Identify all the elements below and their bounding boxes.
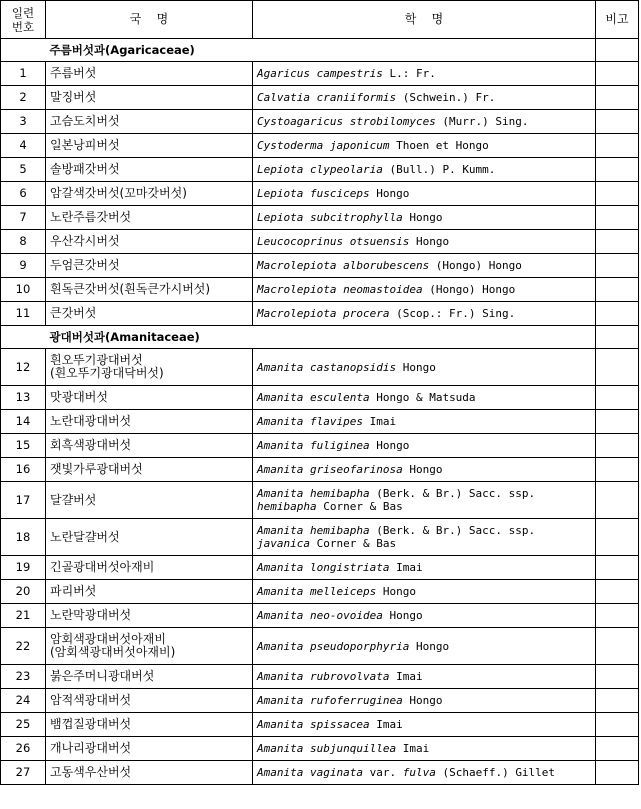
note-cell — [596, 206, 639, 230]
table-row — [1, 434, 639, 458]
korean-name: 솔방패갓버섯 — [46, 158, 253, 182]
serial-number: 24 — [1, 689, 46, 713]
korean-name: 암적색광대버섯 — [46, 689, 253, 713]
note-cell — [596, 434, 639, 458]
note-cell — [596, 628, 639, 665]
scientific-name: Cystoderma japonicum Thoen et Hongo — [253, 134, 596, 158]
scientific-name: Amanita vaginata var. fulva (Schaeff.) Gillet — [253, 761, 596, 785]
korean-name: 암회색광대버섯아재비 (암회색광대버섯아재비) — [46, 628, 253, 665]
serial-number: 20 — [1, 580, 46, 604]
header-row — [1, 1, 639, 39]
serial-number: 22 — [1, 628, 46, 665]
note-cell — [596, 62, 639, 86]
korean-name: 주름버섯 — [46, 62, 253, 86]
korean-name: 암갈색갓버섯(꼬마갓버섯) — [46, 182, 253, 206]
header-note: 비고 — [596, 1, 639, 39]
serial-number: 12 — [1, 349, 46, 386]
note-cell — [596, 182, 639, 206]
table-row — [1, 254, 639, 278]
korean-name: 회흑색광대버섯 — [46, 434, 253, 458]
table-row — [1, 158, 639, 182]
table-row — [1, 230, 639, 254]
serial-number: 13 — [1, 386, 46, 410]
table-row — [1, 713, 639, 737]
note-cell — [596, 158, 639, 182]
korean-name: 잿빛가루광대버섯 — [46, 458, 253, 482]
serial-number: 17 — [1, 482, 46, 519]
serial-number: 9 — [1, 254, 46, 278]
note-cell — [596, 386, 639, 410]
header-korean-name: 국 명 — [46, 1, 253, 39]
korean-name: 노란대광대버섯 — [46, 410, 253, 434]
korean-name: 고슴도치버섯 — [46, 110, 253, 134]
korean-name: 뱀껍질광대버섯 — [46, 713, 253, 737]
scientific-name: Amanita spissacea Imai — [253, 713, 596, 737]
serial-number: 19 — [1, 556, 46, 580]
table-row — [1, 86, 639, 110]
table-row — [1, 482, 639, 519]
note-cell — [596, 134, 639, 158]
table-row — [1, 737, 639, 761]
table-row — [1, 604, 639, 628]
note-cell — [596, 278, 639, 302]
table-row — [1, 302, 639, 326]
table-row — [1, 134, 639, 158]
note-cell — [596, 761, 639, 785]
note-cell — [596, 604, 639, 628]
table-body — [1, 39, 639, 785]
note-cell — [596, 556, 639, 580]
scientific-name: Amanita hemibapha (Berk. & Br.) Sacc. ssp. javanica Corner & Bas — [253, 519, 596, 556]
family-spacer — [1, 39, 46, 62]
scientific-name: Amanita griseofarinosa Hongo — [253, 458, 596, 482]
korean-name: 개나리광대버섯 — [46, 737, 253, 761]
scientific-name: Cystoagaricus strobilomyces (Murr.) Sing. — [253, 110, 596, 134]
serial-number: 11 — [1, 302, 46, 326]
serial-number: 15 — [1, 434, 46, 458]
scientific-name: Lepiota fusciceps Hongo — [253, 182, 596, 206]
korean-name: 노란주름갓버섯 — [46, 206, 253, 230]
table-row — [1, 556, 639, 580]
note-cell — [596, 349, 639, 386]
serial-number: 18 — [1, 519, 46, 556]
scientific-name: Amanita rufoferruginea Hongo — [253, 689, 596, 713]
note-cell — [596, 713, 639, 737]
family-name: 주름버섯과(Agaricaceae) — [46, 39, 596, 62]
family-note — [596, 326, 639, 349]
note-cell — [596, 689, 639, 713]
korean-name: 흰독큰갓버섯(흰독큰가시버섯) — [46, 278, 253, 302]
table-row — [1, 628, 639, 665]
serial-number: 27 — [1, 761, 46, 785]
family-row — [1, 326, 639, 349]
scientific-name: Amanita esculenta Hongo & Matsuda — [253, 386, 596, 410]
scientific-name: Lepiota subcitrophylla Hongo — [253, 206, 596, 230]
korean-name: 말징버섯 — [46, 86, 253, 110]
serial-number: 6 — [1, 182, 46, 206]
family-row — [1, 39, 639, 62]
serial-number: 10 — [1, 278, 46, 302]
note-cell — [596, 665, 639, 689]
korean-name: 큰갓버섯 — [46, 302, 253, 326]
header-no-text: 일련 번호 — [11, 5, 35, 34]
korean-name: 고동색우산버섯 — [46, 761, 253, 785]
note-cell — [596, 580, 639, 604]
header-serial-number — [1, 1, 46, 39]
korean-name: 노란막광대버섯 — [46, 604, 253, 628]
scientific-name: Macrolepiota procera (Scop.: Fr.) Sing. — [253, 302, 596, 326]
korean-name: 두엄큰갓버섯 — [46, 254, 253, 278]
note-cell — [596, 458, 639, 482]
scientific-name: Amanita hemibapha (Berk. & Br.) Sacc. ssp. hemibapha Corner & Bas — [253, 482, 596, 519]
table-row — [1, 349, 639, 386]
table-row — [1, 665, 639, 689]
korean-name: 우산각시버섯 — [46, 230, 253, 254]
table-row — [1, 206, 639, 230]
scientific-name: Amanita rubrovolvata Imai — [253, 665, 596, 689]
korean-name: 붉은주머니광대버섯 — [46, 665, 253, 689]
scientific-name: Agaricus campestris L.: Fr. — [253, 62, 596, 86]
serial-number: 2 — [1, 86, 46, 110]
note-cell — [596, 302, 639, 326]
serial-number: 3 — [1, 110, 46, 134]
table-row — [1, 689, 639, 713]
korean-name: 긴골광대버섯아재비 — [46, 556, 253, 580]
korean-name: 달걀버섯 — [46, 482, 253, 519]
scientific-name: Amanita castanopsidis Hongo — [253, 349, 596, 386]
serial-number: 14 — [1, 410, 46, 434]
serial-number: 25 — [1, 713, 46, 737]
scientific-name: Amanita flavipes Imai — [253, 410, 596, 434]
serial-number: 7 — [1, 206, 46, 230]
korean-name: 일본낭피버섯 — [46, 134, 253, 158]
family-spacer — [1, 326, 46, 349]
family-note — [596, 39, 639, 62]
serial-number: 16 — [1, 458, 46, 482]
table-row — [1, 410, 639, 434]
table-row — [1, 278, 639, 302]
note-cell — [596, 86, 639, 110]
scientific-name: Leucocoprinus otsuensis Hongo — [253, 230, 596, 254]
table-row — [1, 761, 639, 785]
scientific-name: Lepiota clypeolaria (Bull.) P. Kumm. — [253, 158, 596, 182]
note-cell — [596, 737, 639, 761]
table-row — [1, 182, 639, 206]
note-cell — [596, 230, 639, 254]
note-cell — [596, 410, 639, 434]
table-row — [1, 580, 639, 604]
serial-number: 1 — [1, 62, 46, 86]
scientific-name: Amanita melleiceps Hongo — [253, 580, 596, 604]
scientific-name: Amanita neo-ovoidea Hongo — [253, 604, 596, 628]
family-name: 광대버섯과(Amanitaceae) — [46, 326, 596, 349]
scientific-name: Amanita fuliginea Hongo — [253, 434, 596, 458]
scientific-name: Amanita pseudoporphyria Hongo — [253, 628, 596, 665]
scientific-name: Macrolepiota alborubescens (Hongo) Hongo — [253, 254, 596, 278]
serial-number: 4 — [1, 134, 46, 158]
scientific-name: Amanita subjunquillea Imai — [253, 737, 596, 761]
table-row — [1, 458, 639, 482]
scientific-name: Macrolepiota neomastoidea (Hongo) Hongo — [253, 278, 596, 302]
table-row — [1, 110, 639, 134]
note-cell — [596, 254, 639, 278]
scientific-name: Amanita longistriata Imai — [253, 556, 596, 580]
korean-name: 노란달걀버섯 — [46, 519, 253, 556]
note-cell — [596, 519, 639, 556]
note-cell — [596, 110, 639, 134]
scientific-name: Calvatia craniiformis (Schwein.) Fr. — [253, 86, 596, 110]
serial-number: 26 — [1, 737, 46, 761]
table-row — [1, 62, 639, 86]
serial-number: 23 — [1, 665, 46, 689]
serial-number: 21 — [1, 604, 46, 628]
korean-name: 흰오뚜기광대버섯 (흰오뚜기광대닥버섯) — [46, 349, 253, 386]
table-row — [1, 386, 639, 410]
serial-number: 8 — [1, 230, 46, 254]
korean-name: 맛광대버섯 — [46, 386, 253, 410]
table-row — [1, 519, 639, 556]
note-cell — [596, 482, 639, 519]
header-scientific-name: 학 명 — [253, 1, 596, 39]
serial-number: 5 — [1, 158, 46, 182]
korean-name: 파리버섯 — [46, 580, 253, 604]
